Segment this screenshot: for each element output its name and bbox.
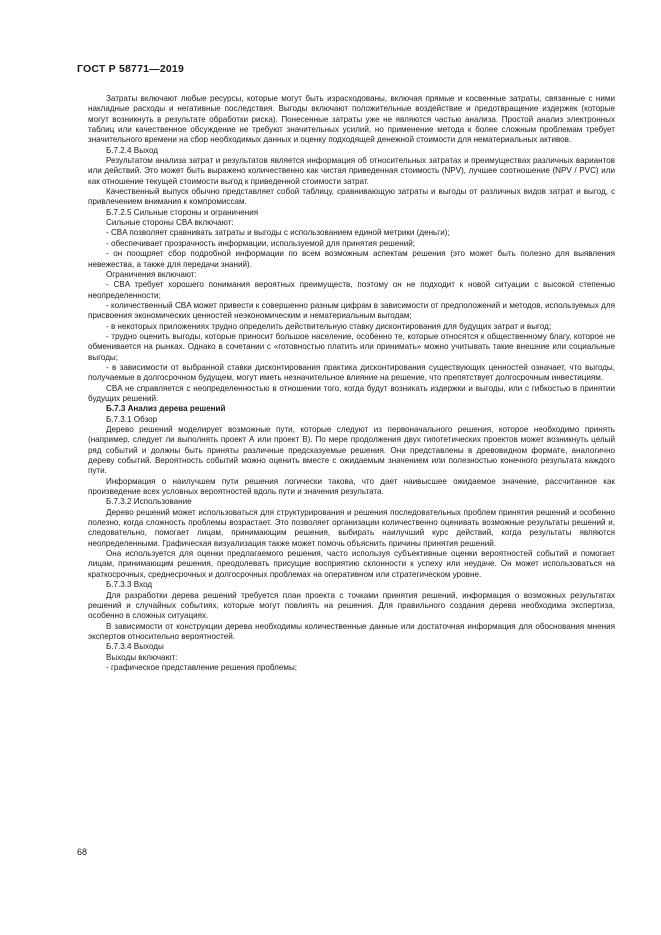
paragraph: Дерево решений моделирует возможные пути, которые следуют из первоначального решения, которое необходимо принять (например, следует ли выполнять проект А или проект В). По мере продолжения двух гипотетических проектов может возникнуть целый ряд событий и должны быть приняты различные предсказуемые решения. Они представлены в древовидном формате, аналогично дереву событий. Вероятность событий можно оценить вместе с ожидаемым значением или полезностью конечного результата каждого пути. xyxy=(88,425,615,476)
list-item: - CBA позволяет сравнивать затраты и выгоды с использованием единой метрики (деньги); xyxy=(106,228,450,238)
paragraph: Сильные стороны CBA включают: xyxy=(106,218,234,228)
paragraph: Дерево решений может использоваться для структурирования и решения последовательных проблем принятия решений и особенно полезно, когда сложность проблемы возрастает. Это позволяет организации количественно оценивать возможные результаты решений и, следовательно, помогает лицам, принимающим решения, выбирать наилучший курс действий, когда результаты являются неопределенными. Графическая визуализация также может помочь объяснить причины принятия решений. xyxy=(88,507,615,548)
subsection-heading: Б.7.3.3 Вход xyxy=(106,580,153,590)
list-item: - в зависимости от выбранной ставки дисконтирования практика дисконтирования существующих ценностей означает, что выгоды, получаемые в долгосрочном будущем, могут иметь незначительное влияние на решение, что препятствует долгосрочным инвестициям. xyxy=(88,362,615,383)
subsection-heading: Б.7.2.5 Сильные стороны и ограничения xyxy=(106,207,259,217)
list-item: - обеспечивает прозрачность информации, используемой для принятия решений; xyxy=(106,238,415,248)
paragraph: Информация о наилучшем пути решения логически такова, что дает наивысшее ожидаемое значение, рассчитанное как произведение всех условных вероятностей вдоль пути и значения результата. xyxy=(88,476,615,497)
paragraph: Качественный выпуск обычно представляет собой таблицу, сравнивающую затраты и выгоды от различных видов затрат и выгод, с привлечением внимания к компромиссам. xyxy=(88,187,615,207)
page-number: 68 xyxy=(77,847,88,857)
paragraph: Результатом анализа затрат и результатов является информация об относительных затратах и преимуществах различных вариантов или действий. Это может быть выражено количественно как чистая приведенная стоимость (NPV), лучшее соотношение (NPV / PVC) или как отношение текущей стоимости выгод к приведенной стоимости затрат. xyxy=(88,156,615,186)
list-item: - трудно оценить выгоды, которые приносит большое население, особенно те, которые относятся к общественному благу, которое не обменивается на рынках. Однако в сочетании с «готовностью платить или принимать» можно учитывать такие внешние или социальные выгоды; xyxy=(88,331,615,362)
subsection-heading: Б.7.3.1 Обзор xyxy=(106,414,158,424)
subsection-heading: Б.7.3.2 Использование xyxy=(106,497,192,507)
list-item: - в некоторых приложениях трудно определить действительную ставку дисконтирования для будущих затрат и выгод; xyxy=(106,321,552,331)
document-header: ГОСТ Р 58771—2019 xyxy=(77,63,185,75)
paragraph: Она используется для оценки предлагаемого решения, часто используя субъективные оценки вероятностей событий и помогает лицам, принимающим решения, преодолевать присущие восприятию склонности к успеху или неудаче. Он может использоваться на краткосрочных, среднесрочных и долгосрочных проблемах на оперативном или стратегическом уровне. xyxy=(88,549,615,579)
document-body xyxy=(88,94,615,673)
subsection-heading: Б.7.3.4 Выходы xyxy=(106,642,164,652)
list-item: - количественный CBA может привести к совершенно разным цифрам в зависимости от предположений и методов, используемых для присвоения экономических ценностей неэкономическим и нематериальным выгодам; xyxy=(88,300,615,321)
paragraph: В зависимости от конструкции дерева необходимы количественные данные или достаточная информация для обоснования мнения экспертов относительно вероятностей. xyxy=(88,621,615,641)
list-item: - он поощряет сбор подробной информации по всем возможным аспектам решения (это может быть полезно для выявления невежества, а также для передачи знаний). xyxy=(88,249,615,269)
list-item: - CBA требует хорошего понимания вероятных преимуществ, поэтому он не подходит к новой ситуации с высокой степенью неопределенности; xyxy=(88,280,615,300)
subsection-heading: Б.7.2.4 Выход xyxy=(106,145,159,155)
paragraph: Ограничения включают: xyxy=(106,269,197,279)
paragraph: Затраты включают любые ресурсы, которые могут быть израсходованы, включая прямые и косвенные затраты, связанные с ними накладные расходы и негативные последствия. Выгоды включают положительные воздействие и предотвращение издержек (которые могут возникнуть в результате обработки риска). Понесенные затраты уже не являются частью анализа. Простой анализ электронных таблиц или качественное обсуждение не требуют значительных усилий, но применение метода к более сложным проблемам требует значительного времени на сбор необходимых данных и оценку подходящей денежной стоимости для нематериальных активов. xyxy=(88,94,615,145)
paragraph: Для разработки дерева решений требуется план проекта с точками принятия решений, информация о возможных результатах решений и случайных событиях, которые могут повлиять на решения. Для правильного создания дерева необходима экспертиза, особенно в сложных ситуациях. xyxy=(88,590,615,621)
paragraph: CBA не справляется с неопределенностью в отношении того, когда будут возникать издержки и выгоды, или с гибкостью в принятии будущих решений. xyxy=(88,383,615,403)
list-item: - графическое представление решения проблемы; xyxy=(106,662,298,672)
section-heading: Б.7.3 Анализ дерева решений xyxy=(106,404,226,414)
paragraph: Выходы включают: xyxy=(106,652,178,662)
